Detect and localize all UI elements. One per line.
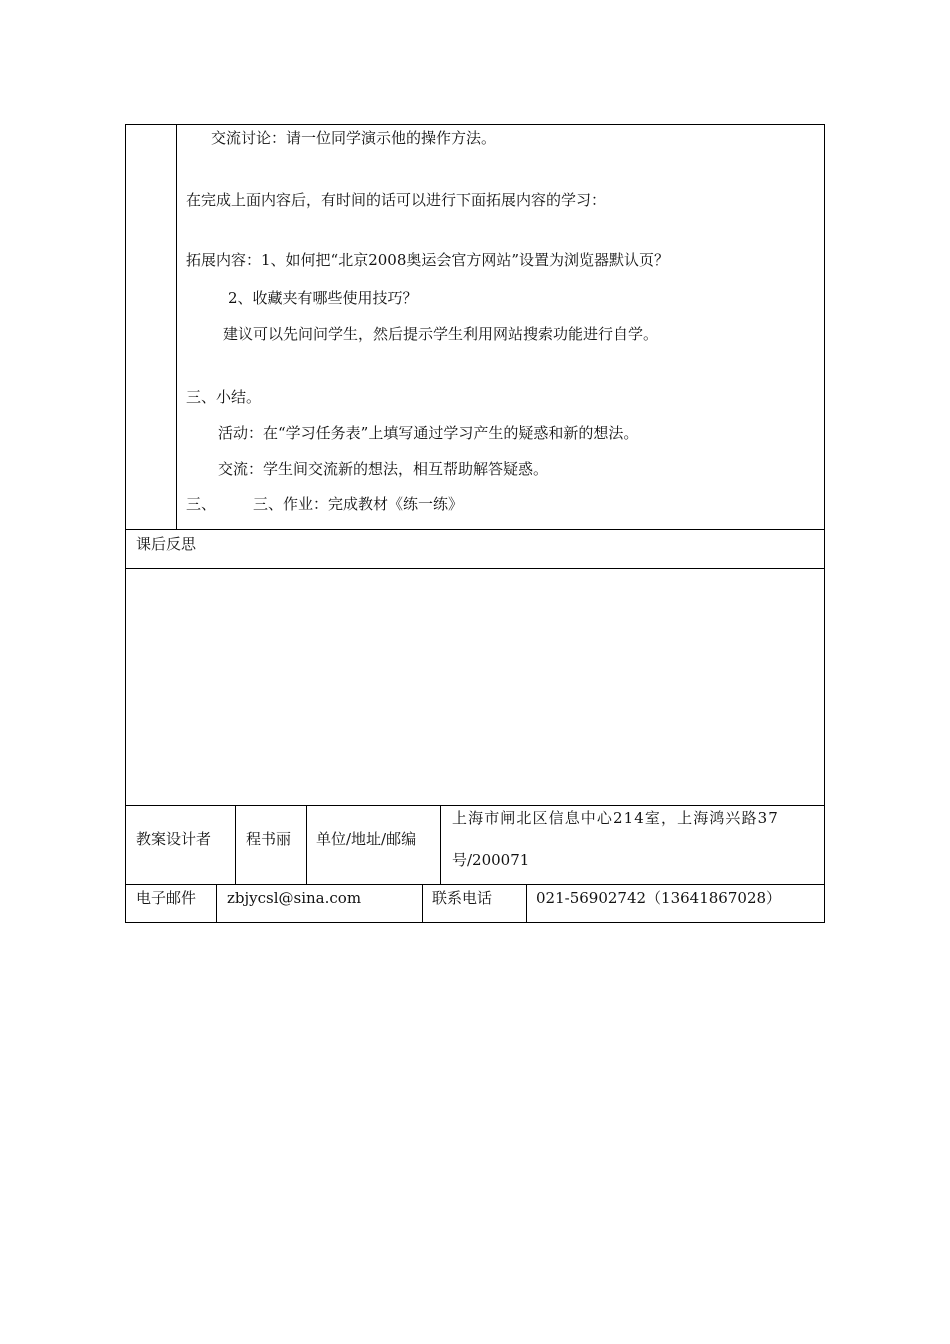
- homework-prefix: 三、: [186, 495, 217, 513]
- footer-row1-divider-1: [235, 805, 236, 884]
- address-line1: 上海市闸北区信息中心214室，上海鸿兴路37: [452, 809, 779, 827]
- row-divider-footer-top: [125, 805, 825, 806]
- footer-row2-divider-1: [216, 884, 217, 923]
- extension-1-text: 拓展内容：1、如何把“北京2008奥运会官方网站”设置为浏览器默认页？: [186, 251, 670, 269]
- address-label: 单位/地址/邮编: [316, 830, 417, 848]
- footer-row2-divider-3: [526, 884, 527, 923]
- left-column-divider: [176, 124, 177, 529]
- extension-2-text: 2、收藏夹有哪些使用技巧？: [228, 289, 418, 307]
- summary-heading: 三、小结。: [186, 388, 262, 406]
- email-label: 电子邮件: [136, 889, 197, 907]
- address-line2: 号/200071: [452, 851, 530, 869]
- discussion-text: 交流讨论：请一位同学演示他的操作方法。: [211, 129, 497, 147]
- activity-text: 活动：在“学习任务表”上填写通过学习产生的疑惑和新的想法。: [218, 424, 639, 442]
- row-divider-reflection-body: [125, 568, 825, 569]
- designer-label: 教案设计者: [136, 830, 212, 848]
- row-divider-reflection-top: [125, 529, 825, 530]
- phone-value: 021-56902742（13641867028）: [536, 889, 782, 907]
- footer-row1-divider-2: [306, 805, 307, 884]
- homework-text: 三、作业：完成教材《练一练》: [253, 495, 464, 513]
- designer-name: 程书丽: [246, 830, 292, 848]
- suggestion-text: 建议可以先问问学生，然后提示学生利用网站搜索功能进行自学。: [223, 325, 659, 343]
- footer-row1-divider-3: [440, 805, 441, 884]
- email-value: zbjycsl@sina.com: [227, 889, 362, 907]
- reflection-label: 课后反思: [136, 535, 197, 553]
- row-divider-footer-middle: [125, 884, 825, 885]
- lesson-table: [125, 124, 825, 923]
- exchange-text: 交流：学生间交流新的想法，相互帮助解答疑惑。: [218, 460, 549, 478]
- footer-row2-divider-2: [422, 884, 423, 923]
- phone-label: 联系电话: [432, 889, 493, 907]
- after-complete-text: 在完成上面内容后，有时间的话可以进行下面拓展内容的学习：: [186, 191, 607, 209]
